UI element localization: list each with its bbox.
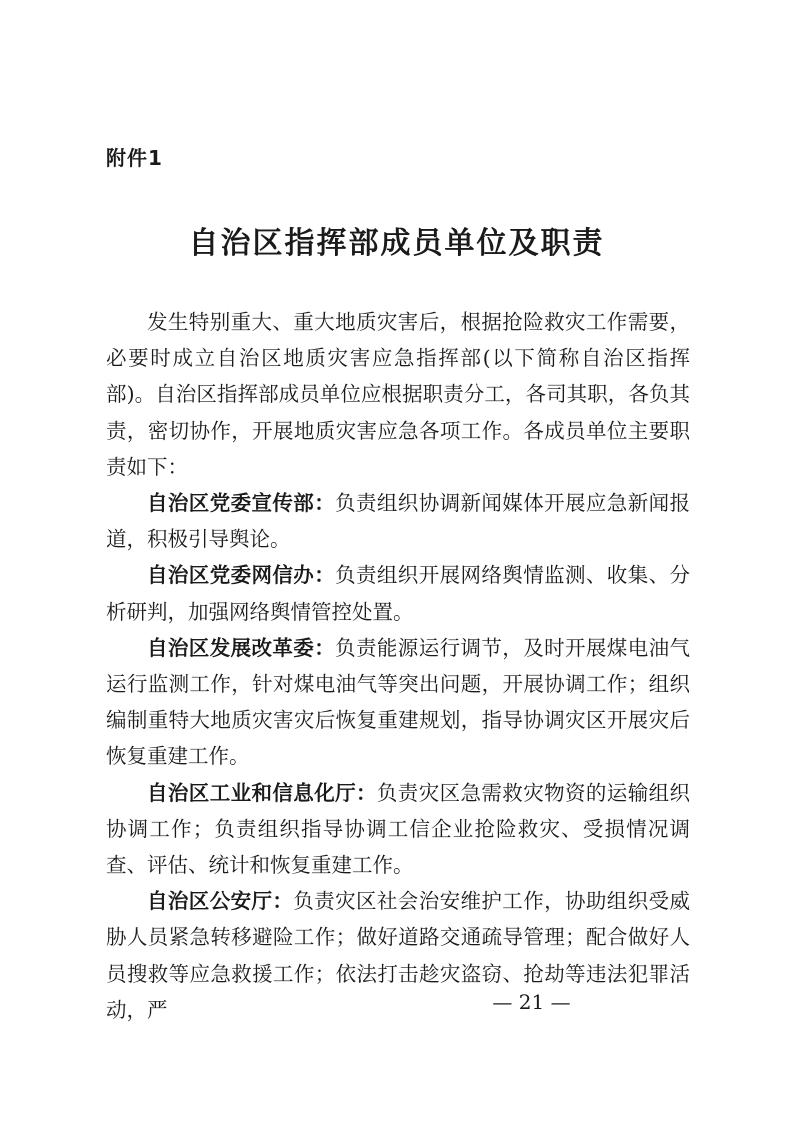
intro-paragraph: 发生特别重大、重大地质灾害后，根据抢险救灾工作需要，必要时成立自治区地质灾害应急指挥部(以下简称自治区指挥部)。自治区指挥部成员单位应根据职责分工，各司其职，各负其责，密切协作，开展地质灾害应急各项工作。各成员单位主要职责如下：: [106, 310, 690, 479]
department-name: 自治区工业和信息化厅：: [147, 780, 377, 805]
attachment-label: 附件1: [106, 146, 163, 170]
document-title: 自治区指挥部成员单位及职责: [188, 226, 605, 261]
duty-paragraph: [106, 557, 690, 629]
page-number: — 21 —: [492, 990, 571, 1014]
department-name: 自治区党委网信办：: [147, 563, 336, 588]
department-duty: 负责能源运行调节，及时开展煤电油气运行监测工作，针对煤电油气等突出问题，开展协调工作；组织编制重特大地质灾害灾后恢复重建规划，指导协调灾区开展灾后恢复重建工作。: [106, 635, 691, 769]
department-name: 自治区党委宣传部：: [147, 491, 336, 516]
duty-paragraph: [106, 630, 690, 775]
duty-paragraph: [106, 775, 690, 884]
department-duty: 负责灾区社会治安维护工作，协助组织受威胁人员紧急转移避险工作；做好道路交通疏导管理；配合做好人员搜救等应急救援工作；依法打击趁灾盗窃、抢劫等违法犯罪活动，严: [106, 889, 691, 1022]
department-name: 自治区公安厅：: [147, 889, 294, 914]
department-duty: 负责组织协调新闻媒体开展应急新闻报道，积极引导舆论。: [106, 491, 691, 552]
duty-paragraph: [106, 485, 690, 557]
department-duty: 负责组织开展网络舆情监测、收集、分析研判，加强网络舆情管控处置。: [106, 563, 691, 624]
department-name: 自治区发展改革委：: [147, 635, 336, 660]
document-body: [106, 304, 690, 1028]
department-duty: 负责灾区急需救灾物资的运输组织协调工作；负责组织指导协调工信企业抢险救灾、受损情况调查、评估、统计和恢复重建工作。: [106, 780, 691, 878]
